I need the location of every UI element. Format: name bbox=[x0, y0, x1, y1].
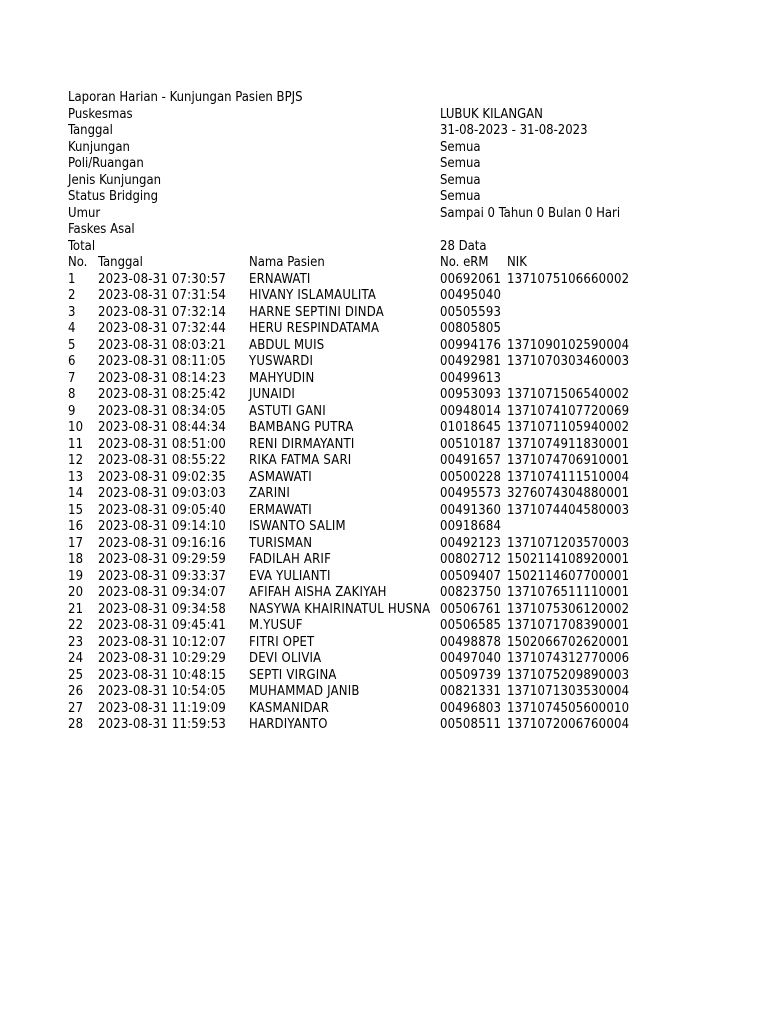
table-row bbox=[68, 387, 668, 404]
cell-tanggal: 2023-08-31 07:30:57 bbox=[98, 271, 226, 287]
table-row bbox=[68, 569, 668, 586]
cell-nama-pasien: FITRI OPET bbox=[249, 634, 315, 650]
cell-nama-pasien: BAMBANG PUTRA bbox=[249, 420, 354, 435]
cell-nik: 1371074706910001 bbox=[507, 453, 630, 468]
table-row bbox=[68, 470, 668, 487]
cell-no: 24 bbox=[68, 651, 84, 666]
cell-no-erm: 00509407 bbox=[440, 568, 502, 584]
meta-value: 28 Data bbox=[440, 238, 487, 254]
meta-row bbox=[68, 222, 668, 239]
meta-row bbox=[68, 206, 668, 223]
meta-value: Semua bbox=[440, 139, 481, 155]
cell-nik: 1371074111510004 bbox=[507, 469, 630, 485]
cell-no-erm: 00497040 bbox=[440, 651, 502, 666]
cell-nik: 1502114607700001 bbox=[507, 568, 630, 584]
cell-no: 17 bbox=[68, 535, 84, 551]
table-row bbox=[68, 272, 668, 289]
cell-no-erm: 00821331 bbox=[440, 684, 502, 699]
cell-no: 9 bbox=[68, 403, 76, 419]
cell-no: 12 bbox=[68, 453, 84, 468]
meta-label: Total bbox=[68, 238, 96, 254]
table-row bbox=[68, 404, 668, 421]
cell-tanggal: 2023-08-31 08:44:34 bbox=[98, 420, 226, 435]
report-title-row bbox=[68, 90, 668, 107]
cell-nama-pasien: AFIFAH AISHA ZAKIYAH bbox=[249, 585, 387, 600]
cell-nik: 3276074304880001 bbox=[507, 486, 630, 501]
cell-tanggal: 2023-08-31 10:48:15 bbox=[98, 667, 226, 683]
cell-tanggal: 2023-08-31 08:03:21 bbox=[98, 337, 226, 353]
cell-no-erm: 00509739 bbox=[440, 667, 502, 683]
cell-nik: 1371074911830001 bbox=[507, 436, 630, 452]
table-row bbox=[68, 651, 668, 668]
cell-no-erm: 00506585 bbox=[440, 618, 502, 633]
cell-tanggal: 2023-08-31 09:14:10 bbox=[98, 519, 226, 534]
table-row bbox=[68, 371, 668, 388]
cell-no: 22 bbox=[68, 618, 84, 633]
cell-tanggal: 2023-08-31 09:29:59 bbox=[98, 552, 226, 567]
cell-no-erm: 00510187 bbox=[440, 436, 502, 452]
table-row bbox=[68, 701, 668, 718]
cell-tanggal: 2023-08-31 09:02:35 bbox=[98, 469, 226, 485]
cell-no: 20 bbox=[68, 585, 84, 600]
table-row bbox=[68, 618, 668, 635]
cell-no: 6 bbox=[68, 354, 76, 369]
table-row bbox=[68, 519, 668, 536]
cell-no-erm: 00495040 bbox=[440, 288, 502, 303]
table-row bbox=[68, 668, 668, 685]
cell-tanggal: 2023-08-31 09:03:03 bbox=[98, 486, 226, 501]
table-row bbox=[68, 321, 668, 338]
cell-nama-pasien: ASMAWATI bbox=[249, 469, 312, 485]
cell-tanggal: 2023-08-31 07:32:44 bbox=[98, 321, 226, 336]
cell-nama-pasien: ERMAWATI bbox=[249, 502, 312, 518]
cell-nama-pasien: HARNE SEPTINI DINDA bbox=[249, 304, 384, 320]
cell-nik: 1371075209890003 bbox=[507, 667, 630, 683]
meta-row bbox=[68, 239, 668, 256]
meta-row bbox=[68, 189, 668, 206]
cell-tanggal: 2023-08-31 08:34:05 bbox=[98, 403, 226, 419]
cell-no-erm: 00805805 bbox=[440, 321, 502, 336]
cell-nama-pasien: HERU RESPINDATAMA bbox=[249, 321, 380, 336]
meta-row bbox=[68, 156, 668, 173]
cell-no-erm: 00492981 bbox=[440, 354, 502, 369]
meta-label: Poli/Ruangan bbox=[68, 156, 144, 171]
cell-tanggal: 2023-08-31 09:34:07 bbox=[98, 585, 226, 600]
cell-nik: 1371074107720069 bbox=[507, 403, 630, 419]
cell-no-erm: 00491360 bbox=[440, 502, 502, 518]
cell-nama-pasien: FADILAH ARIF bbox=[249, 552, 332, 567]
cell-no-erm: 00495573 bbox=[440, 486, 502, 501]
meta-value: Semua bbox=[440, 189, 481, 204]
cell-tanggal: 2023-08-31 10:54:05 bbox=[98, 684, 226, 699]
cell-nik: 1502066702620001 bbox=[507, 634, 630, 650]
cell-no: 2 bbox=[68, 288, 76, 303]
cell-nik: 1371072006760004 bbox=[507, 717, 630, 732]
table-row bbox=[68, 420, 668, 437]
meta-label: Tanggal bbox=[68, 123, 113, 138]
cell-nama-pasien: MAHYUDIN bbox=[249, 370, 315, 386]
cell-no: 27 bbox=[68, 700, 84, 716]
cell-tanggal: 2023-08-31 11:59:53 bbox=[98, 717, 226, 732]
cell-no: 11 bbox=[68, 436, 84, 452]
cell-no-erm: 00500228 bbox=[440, 469, 502, 485]
meta-label: Kunjungan bbox=[68, 139, 130, 155]
cell-nik: 1371071506540002 bbox=[507, 387, 630, 402]
cell-tanggal: 2023-08-31 09:33:37 bbox=[98, 568, 226, 584]
table-row bbox=[68, 437, 668, 454]
column-header-nik: NIK bbox=[507, 255, 527, 270]
table-row bbox=[68, 453, 668, 470]
cell-tanggal: 2023-08-31 08:14:23 bbox=[98, 370, 226, 386]
cell-tanggal: 2023-08-31 10:12:07 bbox=[98, 634, 226, 650]
cell-tanggal: 2023-08-31 08:55:22 bbox=[98, 453, 226, 468]
cell-no: 19 bbox=[68, 568, 84, 584]
table-row bbox=[68, 536, 668, 553]
table-row bbox=[68, 585, 668, 602]
cell-nama-pasien: ISWANTO SALIM bbox=[249, 519, 346, 534]
cell-nama-pasien: MUHAMMAD JANIB bbox=[249, 684, 360, 699]
meta-row bbox=[68, 140, 668, 157]
cell-nama-pasien: ZARINI bbox=[249, 486, 290, 501]
column-header-no-erm: No. eRM bbox=[440, 255, 489, 270]
cell-no: 14 bbox=[68, 486, 84, 501]
cell-nik: 1371071303530004 bbox=[507, 684, 630, 699]
cell-nik: 1371071203570003 bbox=[507, 535, 630, 551]
meta-row bbox=[68, 173, 668, 190]
cell-nik: 1371074505600010 bbox=[507, 700, 630, 716]
cell-no-erm: 00496803 bbox=[440, 700, 502, 716]
cell-no: 1 bbox=[68, 271, 76, 287]
cell-no: 28 bbox=[68, 717, 84, 732]
table-row bbox=[68, 684, 668, 701]
cell-no-erm: 00498878 bbox=[440, 634, 502, 650]
cell-tanggal: 2023-08-31 09:34:58 bbox=[98, 601, 226, 617]
meta-value: Semua bbox=[440, 156, 481, 171]
cell-no-erm: 00692061 bbox=[440, 271, 502, 287]
cell-nama-pasien: ABDUL MUIS bbox=[249, 337, 325, 353]
cell-nik: 1371074312770006 bbox=[507, 651, 630, 666]
patient-table-body bbox=[68, 272, 668, 734]
cell-no: 7 bbox=[68, 370, 76, 386]
table-row bbox=[68, 503, 668, 520]
cell-nama-pasien: DEVI OLIVIA bbox=[249, 651, 322, 666]
report-title: Laporan Harian - Kunjungan Pasien BPJS bbox=[68, 90, 303, 105]
cell-no: 16 bbox=[68, 519, 84, 534]
cell-tanggal: 2023-08-31 09:05:40 bbox=[98, 502, 226, 518]
cell-nik: 1371076511110001 bbox=[507, 585, 630, 600]
cell-no: 13 bbox=[68, 469, 84, 485]
cell-tanggal: 2023-08-31 07:32:14 bbox=[98, 304, 226, 320]
cell-no-erm: 00953093 bbox=[440, 387, 502, 402]
cell-nik: 1371070303460003 bbox=[507, 354, 630, 369]
cell-nama-pasien: ERNAWATI bbox=[249, 271, 311, 287]
column-header-nama-pasien: Nama Pasien bbox=[249, 255, 325, 270]
cell-no: 15 bbox=[68, 502, 84, 518]
cell-tanggal: 2023-08-31 08:11:05 bbox=[98, 354, 226, 369]
cell-nik: 1371071708390001 bbox=[507, 618, 630, 633]
cell-nik: 1371075106660002 bbox=[507, 271, 630, 287]
cell-no-erm: 00802712 bbox=[440, 552, 502, 567]
cell-no: 4 bbox=[68, 321, 76, 336]
cell-no: 3 bbox=[68, 304, 76, 320]
table-row bbox=[68, 717, 668, 734]
cell-nama-pasien: M.YUSUF bbox=[249, 618, 303, 633]
cell-no: 8 bbox=[68, 387, 76, 402]
cell-no-erm: 00506761 bbox=[440, 601, 502, 617]
cell-tanggal: 2023-08-31 08:25:42 bbox=[98, 387, 226, 402]
cell-no: 21 bbox=[68, 601, 84, 617]
table-row bbox=[68, 338, 668, 355]
table-row bbox=[68, 635, 668, 652]
cell-nama-pasien: YUSWARDI bbox=[249, 354, 314, 369]
cell-tanggal: 2023-08-31 11:19:09 bbox=[98, 700, 226, 716]
cell-tanggal: 2023-08-31 10:29:29 bbox=[98, 651, 226, 666]
table-row bbox=[68, 288, 668, 305]
cell-nik: 1371071105940002 bbox=[507, 420, 630, 435]
meta-label: Status Bridging bbox=[68, 189, 159, 204]
cell-tanggal: 2023-08-31 07:31:54 bbox=[98, 288, 226, 303]
cell-nama-pasien: JUNAIDI bbox=[249, 387, 296, 402]
cell-tanggal: 2023-08-31 09:16:16 bbox=[98, 535, 226, 551]
cell-nik: 1371075306120002 bbox=[507, 601, 630, 617]
cell-no-erm: 00994176 bbox=[440, 337, 502, 353]
cell-nama-pasien: ASTUTI GANI bbox=[249, 403, 326, 419]
cell-nama-pasien: EVA YULIANTI bbox=[249, 568, 331, 584]
meta-value: Semua bbox=[440, 172, 481, 188]
cell-tanggal: 2023-08-31 08:51:00 bbox=[98, 436, 226, 452]
table-row bbox=[68, 486, 668, 503]
cell-no-erm: 00499613 bbox=[440, 370, 502, 386]
table-row bbox=[68, 552, 668, 569]
cell-no-erm: 00918684 bbox=[440, 519, 502, 534]
column-header-tanggal: Tanggal bbox=[98, 255, 143, 270]
cell-no: 26 bbox=[68, 684, 84, 699]
cell-nama-pasien: SEPTI VIRGINA bbox=[249, 667, 337, 683]
table-row bbox=[68, 354, 668, 371]
cell-nama-pasien: RENI DIRMAYANTI bbox=[249, 436, 355, 452]
meta-label: Umur bbox=[68, 205, 101, 221]
meta-row bbox=[68, 107, 668, 124]
cell-no-erm: 00508511 bbox=[440, 717, 502, 732]
cell-no-erm: 01018645 bbox=[440, 420, 502, 435]
cell-tanggal: 2023-08-31 09:45:41 bbox=[98, 618, 226, 633]
cell-nama-pasien: NASYWA KHAIRINATUL HUSNA bbox=[249, 601, 431, 617]
column-header-no: No. bbox=[68, 255, 88, 270]
cell-nama-pasien: RIKA FATMA SARI bbox=[249, 453, 352, 468]
cell-nik: 1371090102590004 bbox=[507, 337, 630, 353]
cell-nama-pasien: HARDIYANTO bbox=[249, 717, 328, 732]
meta-label: Jenis Kunjungan bbox=[68, 172, 162, 188]
cell-nama-pasien: TURISMAN bbox=[249, 535, 313, 551]
cell-no-erm: 00491657 bbox=[440, 453, 502, 468]
cell-no-erm: 00823750 bbox=[440, 585, 502, 600]
cell-nik: 1371074404580003 bbox=[507, 502, 630, 518]
cell-nama-pasien: KASMANIDAR bbox=[249, 700, 330, 716]
cell-no: 25 bbox=[68, 667, 84, 683]
cell-no: 23 bbox=[68, 634, 84, 650]
table-header bbox=[68, 255, 668, 272]
meta-value: LUBUK KILANGAN bbox=[440, 106, 543, 122]
cell-nik: 1502114108920001 bbox=[507, 552, 630, 567]
cell-no-erm: 00948014 bbox=[440, 403, 502, 419]
meta-label: Puskesmas bbox=[68, 106, 133, 122]
cell-no-erm: 00492123 bbox=[440, 535, 502, 551]
cell-no: 18 bbox=[68, 552, 84, 567]
cell-no: 10 bbox=[68, 420, 84, 435]
meta-row bbox=[68, 123, 668, 140]
meta-value: Sampai 0 Tahun 0 Bulan 0 Hari bbox=[440, 205, 621, 221]
meta-value: 31-08-2023 - 31-08-2023 bbox=[440, 123, 588, 138]
table-row bbox=[68, 602, 668, 619]
report-meta bbox=[68, 107, 668, 256]
table-row bbox=[68, 305, 668, 322]
cell-no: 5 bbox=[68, 337, 76, 353]
report-sheet bbox=[68, 90, 668, 734]
meta-label: Faskes Asal bbox=[68, 222, 135, 237]
cell-nama-pasien: HIVANY ISLAMAULITA bbox=[249, 288, 377, 303]
cell-no-erm: 00505593 bbox=[440, 304, 502, 320]
